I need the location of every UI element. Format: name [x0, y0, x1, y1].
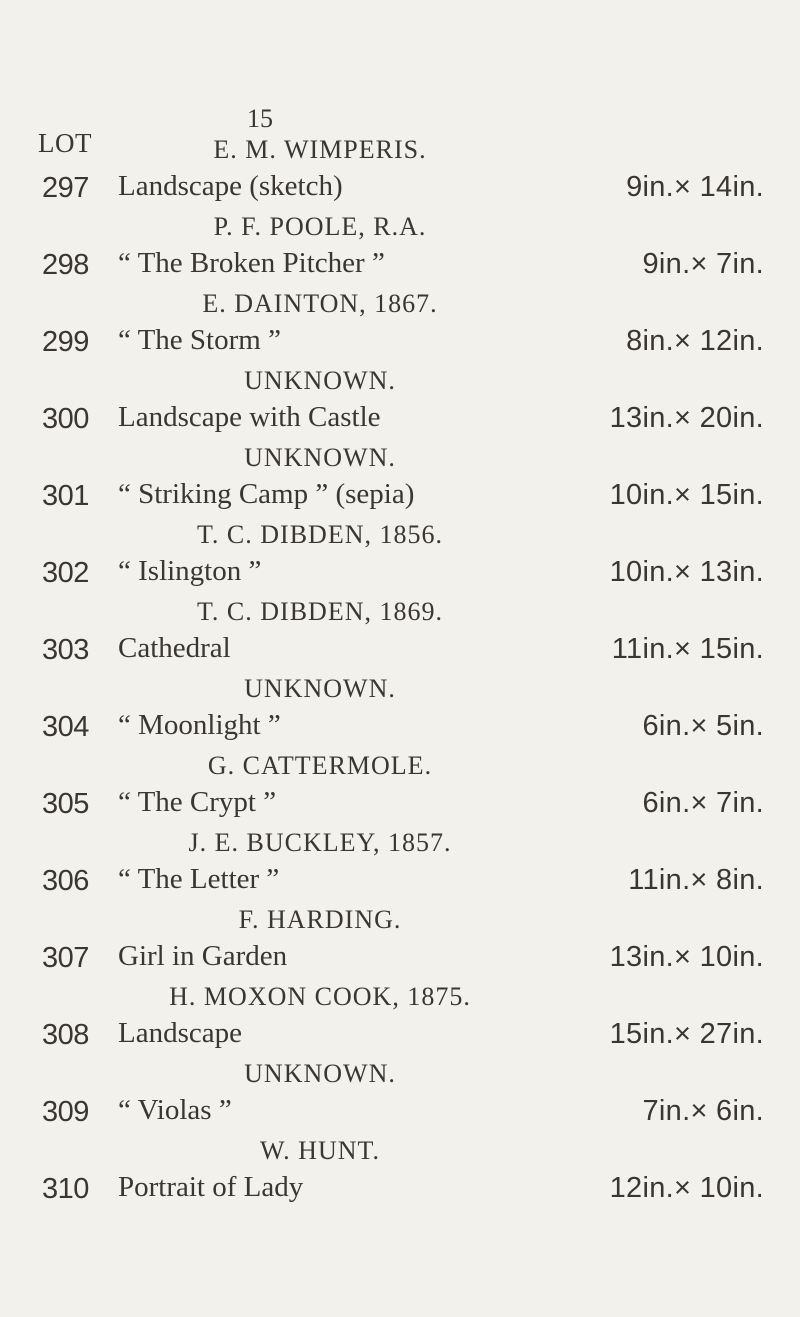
artist-name: T. C. DIBDEN, 1869.: [196, 597, 443, 626]
lot-title: “ Striking Camp ” (sepia): [118, 478, 415, 510]
lot-number: 301: [42, 480, 89, 512]
lot-dimensions: 11in.× 8in.: [628, 864, 764, 896]
lot-entry: [0, 1059, 800, 1135]
artist-name: W. HUNT.: [260, 1136, 380, 1165]
lot-number: 298: [42, 249, 89, 281]
lot-entry: [0, 828, 800, 904]
lot-number: 302: [42, 557, 89, 589]
artist-name: G. CATTERMOLE.: [207, 751, 433, 780]
lot-entry: [0, 1136, 800, 1212]
lot-dimensions: 15in.× 27in.: [609, 1018, 764, 1050]
lot-title: Portrait of Lady: [118, 1171, 304, 1203]
lot-entry: [0, 520, 800, 596]
lot-entry: [0, 289, 800, 365]
lot-entry: [0, 443, 800, 519]
lot-title: Landscape: [118, 1017, 242, 1049]
lot-entry: [0, 905, 800, 981]
artist-name: P. F. POOLE, R.A.: [213, 212, 427, 241]
artist-name: UNKNOWN.: [244, 674, 396, 703]
lot-number: 309: [42, 1096, 89, 1128]
lot-number: 308: [42, 1019, 89, 1051]
lot-number: 299: [42, 326, 89, 358]
lot-number: 310: [42, 1173, 89, 1205]
lot-dimensions: 11in.× 15in.: [611, 633, 764, 665]
lot-title: “ Violas ”: [118, 1094, 232, 1126]
lot-number: 297: [42, 172, 89, 204]
artist-name: T. C. DIBDEN, 1856.: [196, 520, 443, 549]
lot-title: “ Moonlight ”: [118, 709, 281, 741]
lot-dimensions: 6in.× 7in.: [642, 787, 764, 819]
lot-dimensions: 7in.× 6in.: [642, 1095, 764, 1127]
lot-title: Landscape (sketch): [118, 170, 343, 202]
lot-dimensions: 10in.× 15in.: [609, 479, 764, 511]
artist-name: H. MOXON COOK, 1875.: [169, 982, 471, 1011]
page-number: 15: [247, 104, 273, 133]
artist-name: UNKNOWN.: [244, 1059, 396, 1088]
lot-entry: [0, 751, 800, 827]
lot-title: Cathedral: [118, 632, 231, 664]
lot-dimensions: 12in.× 10in.: [609, 1172, 764, 1204]
artist-name: UNKNOWN.: [244, 443, 396, 472]
lot-entry: [0, 597, 800, 673]
lot-number: 307: [42, 942, 89, 974]
lot-dimensions: 10in.× 13in.: [609, 556, 764, 588]
artist-name: F. HARDING.: [238, 905, 402, 934]
lot-title: “ The Broken Pitcher ”: [118, 247, 385, 279]
lot-dimensions: 9in.× 14in.: [626, 171, 764, 203]
lot-entry: [0, 366, 800, 442]
lot-entry: [0, 135, 800, 211]
lot-number: 306: [42, 865, 89, 897]
lot-entry: [0, 212, 800, 288]
lot-title: “ Islington ”: [118, 555, 262, 587]
artist-name: E. DAINTON, 1867.: [202, 289, 438, 318]
lot-number: 305: [42, 788, 89, 820]
lot-number: 300: [42, 403, 89, 435]
artist-name: E. M. WIMPERIS.: [213, 135, 427, 164]
lot-column-header: LOT: [38, 128, 92, 158]
lot-number: 304: [42, 711, 89, 743]
lot-title: “ The Storm ”: [118, 324, 281, 356]
lot-dimensions: 6in.× 5in.: [642, 710, 764, 742]
lot-title: Girl in Garden: [118, 940, 288, 972]
artist-name: UNKNOWN.: [244, 366, 396, 395]
lot-dimensions: 13in.× 20in.: [609, 402, 764, 434]
lot-title: Landscape with Castle: [118, 401, 381, 433]
lot-title: “ The Letter ”: [118, 863, 280, 895]
artist-name: J. E. BUCKLEY, 1857.: [188, 828, 452, 857]
lot-title: “ The Crypt ”: [118, 786, 277, 818]
lot-number: 303: [42, 634, 89, 666]
lot-entry: [0, 674, 800, 750]
lot-dimensions: 13in.× 10in.: [609, 941, 764, 973]
lot-dimensions: 9in.× 7in.: [642, 248, 764, 280]
lot-dimensions: 8in.× 12in.: [626, 325, 764, 357]
lot-entry: [0, 982, 800, 1058]
